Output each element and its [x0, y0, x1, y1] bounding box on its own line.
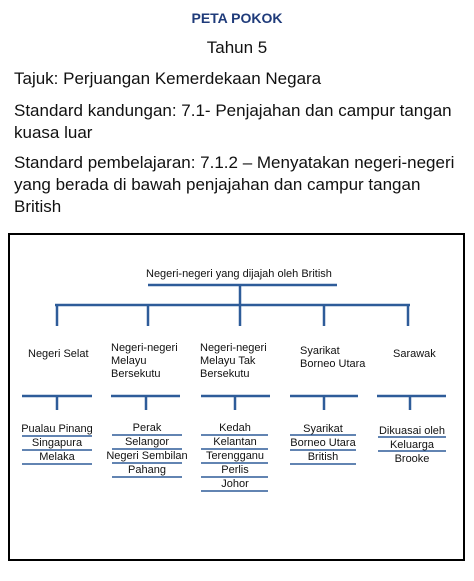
list-item: Perlis — [221, 464, 249, 476]
branch-label-bersekutu: Negeri-negeri Melayu Bersekutu — [111, 342, 178, 380]
branch-label-sarawak: Sarawak — [393, 348, 436, 360]
list-item: Perak — [132, 422, 162, 434]
list-item: Terengganu — [205, 450, 265, 462]
branch-label-syarikat-borneo: Syarikat Borneo Utara — [300, 345, 366, 370]
list-item: Pahang — [128, 464, 166, 476]
list-item: Melaka — [39, 451, 75, 463]
branch-label-negeri-selat: Negeri Selat — [28, 348, 89, 360]
list-item: Negeri Sembilan — [106, 450, 188, 462]
list-item: Dikuasai oleh Keluarga Brooke — [378, 425, 446, 465]
list-item: Pualau Pinang — [21, 423, 93, 435]
page-subtitle: Tahun 5 — [206, 38, 268, 57]
list-item: Johor — [221, 478, 249, 490]
list-item: Syarikat Borneo Utara British — [290, 423, 356, 463]
standard-kandungan-text: Standard kandungan: 7.1- Penjajahan dan campur tangan kuasa luar — [14, 101, 452, 142]
list-item: Selangor — [124, 436, 170, 448]
list-item: Kelantan — [213, 436, 257, 448]
list-item: Singapura — [31, 437, 83, 449]
list-item: Kedah — [219, 422, 251, 434]
tajuk-text: Tajuk: Perjuangan Kemerdekaan Negara — [14, 69, 322, 88]
tree-root-label: Negeri-negeri yang dijajah oleh British — [146, 268, 332, 280]
page-title: PETA POKOK — [191, 10, 283, 26]
standard-pembelajaran-text: Standard pembelajaran: 7.1.2 – Menyatakan negeri-negeri yang berada di bawah penjajahan dan campur tangan British — [14, 153, 455, 216]
branch-label-tak-bersekutu: Negeri-negeri Melayu Tak Bersekutu — [200, 342, 267, 380]
